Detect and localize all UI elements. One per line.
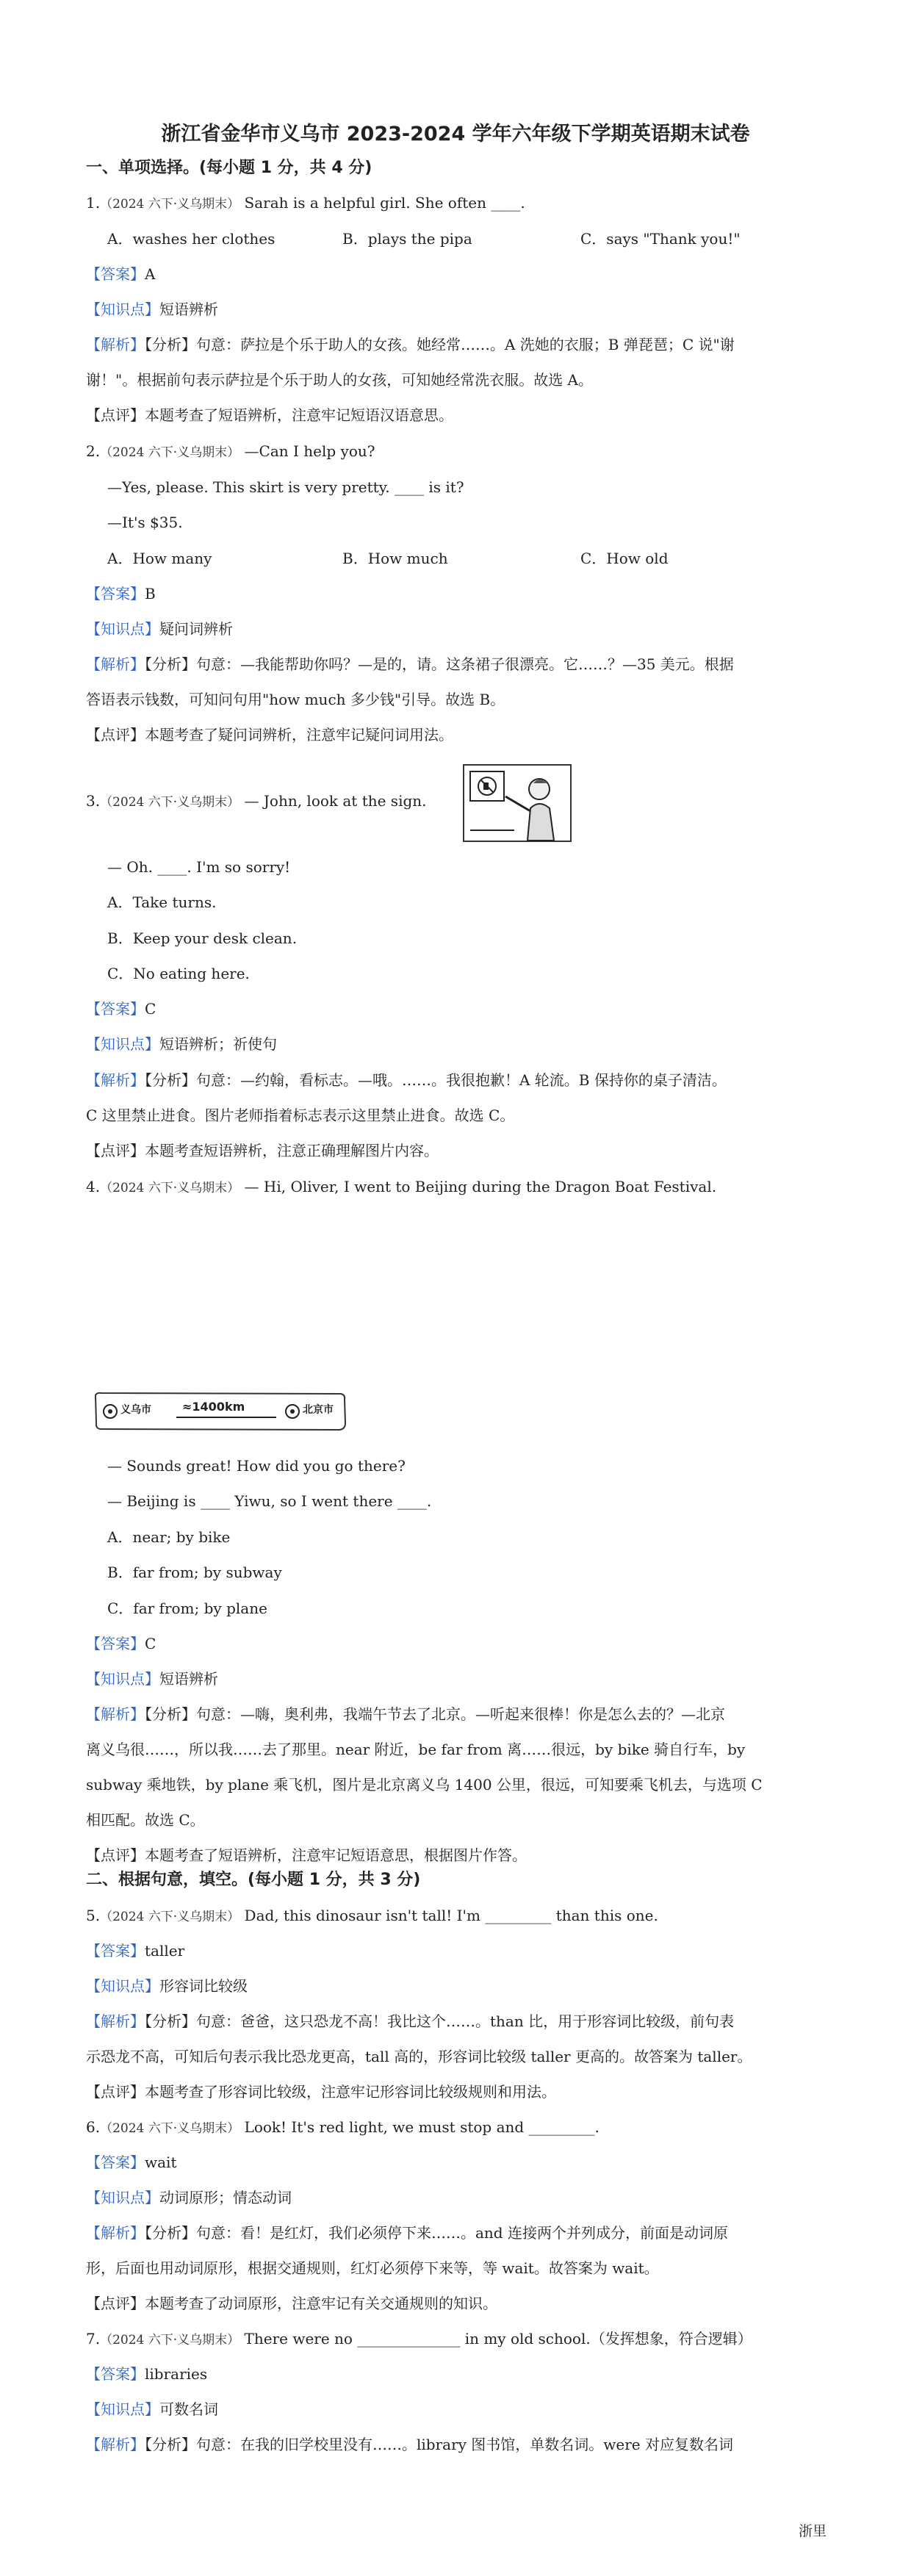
question-source: （2024 六下·义乌期末）: [100, 445, 240, 460]
analysis-line: [86, 655, 734, 674]
question-1: [86, 193, 525, 214]
analysis-line: [86, 2223, 728, 2242]
answer-line: [86, 1634, 156, 1653]
comment-text: 本题考查了疑问词辨析，注意牢记疑问词用法。: [145, 726, 453, 744]
fenxi-tag: 【分析】: [145, 336, 196, 353]
knowledge-value: 动词原形；情态动词: [159, 2189, 292, 2206]
answer-value: libraries: [145, 2365, 208, 2383]
question-source: （2024 六下·义乌期末）: [100, 1910, 240, 1924]
map-from-label: 义乌市: [120, 1404, 151, 1416]
question-2: [86, 442, 375, 462]
knowledge-value: 短语辨析: [159, 1670, 218, 1688]
analysis-tag: 【解析】: [86, 655, 145, 673]
knowledge-line: [86, 2400, 218, 2419]
answer-line: [86, 584, 156, 603]
answer-line: [86, 2364, 207, 2383]
question-source: （2024 六下·义乌期末）: [100, 795, 240, 810]
question-stem: Sarah is a helpful girl. She often ____.: [244, 194, 525, 212]
section-heading-1: 一、单项选择。(每小题 1 分，共 4 分): [86, 159, 372, 177]
question-7: [86, 2329, 752, 2350]
question-6: [86, 2118, 599, 2138]
knowledge-tag: 【知识点】: [86, 620, 159, 638]
question-stem: — John, look at the sign.: [244, 792, 427, 810]
question-source: （2024 六下·义乌期末）: [100, 2333, 240, 2347]
analysis-text: 句意：爸爸，这只恐龙不高！我比这个……。than 比，用于形容词比较级，前句表: [196, 2012, 735, 2030]
dialogue-line: — Sounds great! How did you go there?: [107, 1457, 406, 1475]
answer-line: [86, 265, 155, 284]
knowledge-line: [86, 1976, 248, 1996]
comment-text: 本题考查了形容词比较级，注意牢记形容词比较级规则和用法。: [145, 2083, 556, 2101]
answer-line: [86, 999, 156, 1018]
knowledge-tag: 【知识点】: [86, 2400, 159, 2418]
comment-tag: 【点评】: [86, 2083, 145, 2101]
question-number: 2.: [86, 442, 101, 460]
knowledge-tag: 【知识点】: [86, 2189, 159, 2206]
dialogue-line: — Oh. ____. I'm so sorry!: [107, 858, 291, 876]
answer-value: C: [145, 1000, 156, 1018]
answer-value: wait: [145, 2154, 177, 2171]
analysis-text-cont: 相匹配。故选 C。: [86, 1811, 205, 1829]
question-number: 4.: [86, 1178, 101, 1195]
teacher-pointing-sign-image: [463, 764, 572, 842]
knowledge-line: [86, 1035, 277, 1054]
dialogue-line: —Yes, please. This skirt is very pretty. ____ is it?: [107, 478, 464, 496]
analysis-tag: 【解析】: [86, 2436, 145, 2453]
question-number: 5.: [86, 1907, 101, 1924]
knowledge-value: 短语辨析: [159, 301, 218, 318]
question-stem: —Can I help you?: [244, 442, 375, 460]
comment-tag: 【点评】: [86, 726, 145, 744]
knowledge-value: 可数名词: [159, 2400, 218, 2418]
knowledge-value: 短语辨析；祈使句: [159, 1035, 277, 1053]
comment-line: [86, 1846, 527, 1865]
analysis-line: [86, 1071, 727, 1090]
dialogue-line: —It's $35.: [107, 514, 183, 531]
option-c: C．No eating here.: [107, 965, 250, 982]
analysis-text-cont: 谢！"。根据前句表示萨拉是个乐于助人的女孩，可知她经常洗衣服。故选 A。: [86, 371, 593, 389]
analysis-text: 句意：在我的旧学校里没有……。library 图书馆，单数名词。were 对应复数名词: [196, 2436, 734, 2453]
answer-value: taller: [145, 1942, 185, 1960]
comment-line: [86, 406, 453, 425]
map-to-label: 北京市: [303, 1404, 334, 1416]
section-heading-2: 二、根据句意，填空。(每小题 1 分，共 3 分): [86, 1871, 421, 1889]
comment-text: 本题考查短语辨析，注意正确理解图片内容。: [145, 1142, 439, 1159]
comment-line: [86, 2294, 497, 2313]
analysis-tag: 【解析】: [86, 336, 145, 353]
page-footer: 浙里: [798, 2523, 827, 2539]
analysis-line: [86, 2012, 734, 2031]
analysis-text-cont: 离义乌很……，所以我……去了那里。near 附近，be far from 离……很远，by bike 骑自行车，by: [86, 1741, 746, 1758]
analysis-text: 句意：萨拉是个乐于助人的女孩。她经常……。A 洗她的衣服；B 弹琵琶；C 说"谢: [196, 336, 735, 353]
answer-value: B: [145, 585, 156, 602]
knowledge-value: 形容词比较级: [159, 1977, 248, 1995]
knowledge-value: 疑问词辨析: [159, 620, 233, 638]
analysis-text: 句意：—约翰，看标志。—哦。……。我很抱歉！A 轮流。B 保持你的桌子清洁。: [196, 1071, 727, 1089]
fenxi-tag: 【分析】: [145, 655, 196, 673]
analysis-tag: 【解析】: [86, 1071, 145, 1089]
knowledge-tag: 【知识点】: [86, 1977, 159, 1995]
knowledge-tag: 【知识点】: [86, 301, 159, 318]
answer-value: C: [145, 1635, 156, 1652]
comment-tag: 【点评】: [86, 1142, 145, 1159]
analysis-text: 句意：看！是红灯，我们必须停下来……。and 连接两个并列成分，前面是动词原: [196, 2224, 728, 2242]
comment-tag: 【点评】: [86, 1846, 145, 1864]
question-stem: — Hi, Oliver, I went to Beijing during the Dragon Boat Festival.: [244, 1178, 717, 1195]
fenxi-tag: 【分析】: [145, 2224, 196, 2242]
option-b: B．How much: [342, 550, 448, 567]
option-c: C．far from; by plane: [107, 1600, 267, 1617]
answer-line: [86, 1941, 184, 1960]
analysis-text-cont: 示恐龙不高，可知后句表示我比恐龙更高，tall 高的，形容词比较级 taller 更高的。故答案为 taller。: [86, 2048, 752, 2065]
answer-tag: 【答案】: [86, 2154, 145, 2171]
knowledge-line: [86, 619, 233, 638]
question-number: 7.: [86, 2330, 101, 2347]
option-c: C．How old: [580, 550, 669, 567]
comment-text: 本题考查了短语辨析，注意牢记短语意思，根据图片作答。: [145, 1846, 527, 1864]
option-b: B．Keep your desk clean.: [107, 929, 298, 947]
page-title: 浙江省金华市义乌市 2023-2024 学年六年级下学期英语期末试卷: [161, 123, 750, 145]
option-c: C．says "Thank you!": [580, 230, 741, 248]
analysis-line: [86, 335, 735, 354]
question-source: （2024 六下·义乌期末）: [100, 1181, 240, 1195]
analysis-line: [86, 1705, 725, 1724]
answer-tag: 【答案】: [86, 265, 145, 283]
comment-line: [86, 2082, 556, 2101]
distance-map-image: [94, 1391, 347, 1432]
question-stem: There were no ______________ in my old school.（发挥想象，符合逻辑）: [244, 2330, 752, 2347]
question-5: [86, 1906, 658, 1926]
answer-tag: 【答案】: [86, 1000, 145, 1018]
option-a: A．near; by bike: [107, 1528, 231, 1546]
option-a: A．How many: [107, 550, 212, 567]
knowledge-line: [86, 2188, 292, 2207]
knowledge-line: [86, 300, 218, 319]
comment-tag: 【点评】: [86, 406, 145, 424]
fenxi-tag: 【分析】: [145, 1071, 196, 1089]
answer-tag: 【答案】: [86, 585, 145, 602]
option-a: A．Take turns.: [107, 893, 217, 911]
analysis-text: 句意：—我能帮助你吗？—是的，请。这条裙子很漂亮。它……？—35 美元。根据: [196, 655, 734, 673]
question-stem: Dad, this dinosaur isn't tall! I'm _________ than this one.: [244, 1907, 658, 1924]
answer-tag: 【答案】: [86, 1635, 145, 1652]
comment-line: [86, 1141, 439, 1160]
comment-tag: 【点评】: [86, 2295, 145, 2312]
knowledge-tag: 【知识点】: [86, 1670, 159, 1688]
map-distance-label: ≈1400km: [182, 1400, 245, 1414]
comment-line: [86, 725, 453, 744]
answer-value: A: [145, 265, 156, 283]
analysis-text-cont: 答语表示钱数，可知问句用"how much 多少钱"引导。故选 B。: [86, 691, 505, 708]
question-number: 1.: [86, 194, 101, 212]
question-source: （2024 六下·义乌期末）: [100, 197, 240, 212]
option-a: A．washes her clothes: [107, 230, 276, 248]
option-b: B．plays the pipa: [342, 230, 472, 248]
analysis-text-cont: 形，后面也用动词原形，根据交通规则，红灯必须停下来等，等 wait。故答案为 wait。: [86, 2259, 659, 2277]
question-source: （2024 六下·义乌期末）: [100, 2121, 240, 2136]
analysis-text-cont: C 这里禁止进食。图片老师指着标志表示这里禁止进食。故选 C。: [86, 1107, 515, 1124]
comment-text: 本题考查了动词原形，注意牢记有关交通规则的知识。: [145, 2295, 497, 2312]
comment-text: 本题考查了短语辨析，注意牢记短语汉语意思。: [145, 406, 453, 424]
knowledge-tag: 【知识点】: [86, 1035, 159, 1053]
answer-line: [86, 2153, 176, 2172]
option-b: B．far from; by subway: [107, 1564, 282, 1581]
question-number: 6.: [86, 2118, 101, 2136]
question-4: [86, 1177, 716, 1198]
answer-tag: 【答案】: [86, 2365, 145, 2383]
question-3: [86, 791, 427, 812]
dialogue-line: — Beijing is ____ Yiwu, so I went there ____.: [107, 1492, 432, 1510]
fenxi-tag: 【分析】: [145, 2012, 196, 2030]
knowledge-line: [86, 1669, 218, 1688]
question-number: 3.: [86, 792, 101, 810]
analysis-text-cont: subway 乘地铁，by plane 乘飞机，图片是北京离义乌 1400 公里，很远，可知要乘飞机去，与选项 C: [86, 1776, 763, 1794]
fenxi-tag: 【分析】: [145, 1705, 196, 1723]
analysis-tag: 【解析】: [86, 2224, 145, 2242]
analysis-text: 句意：—嗨，奥利弗，我端午节去了北京。—听起来很棒！你是怎么去的？—北京: [196, 1705, 725, 1723]
fenxi-tag: 【分析】: [145, 2436, 196, 2453]
analysis-tag: 【解析】: [86, 2012, 145, 2030]
question-stem: Look! It's red light, we must stop and _________.: [244, 2118, 599, 2136]
analysis-tag: 【解析】: [86, 1705, 145, 1723]
answer-tag: 【答案】: [86, 1942, 145, 1960]
analysis-line: [86, 2435, 733, 2454]
